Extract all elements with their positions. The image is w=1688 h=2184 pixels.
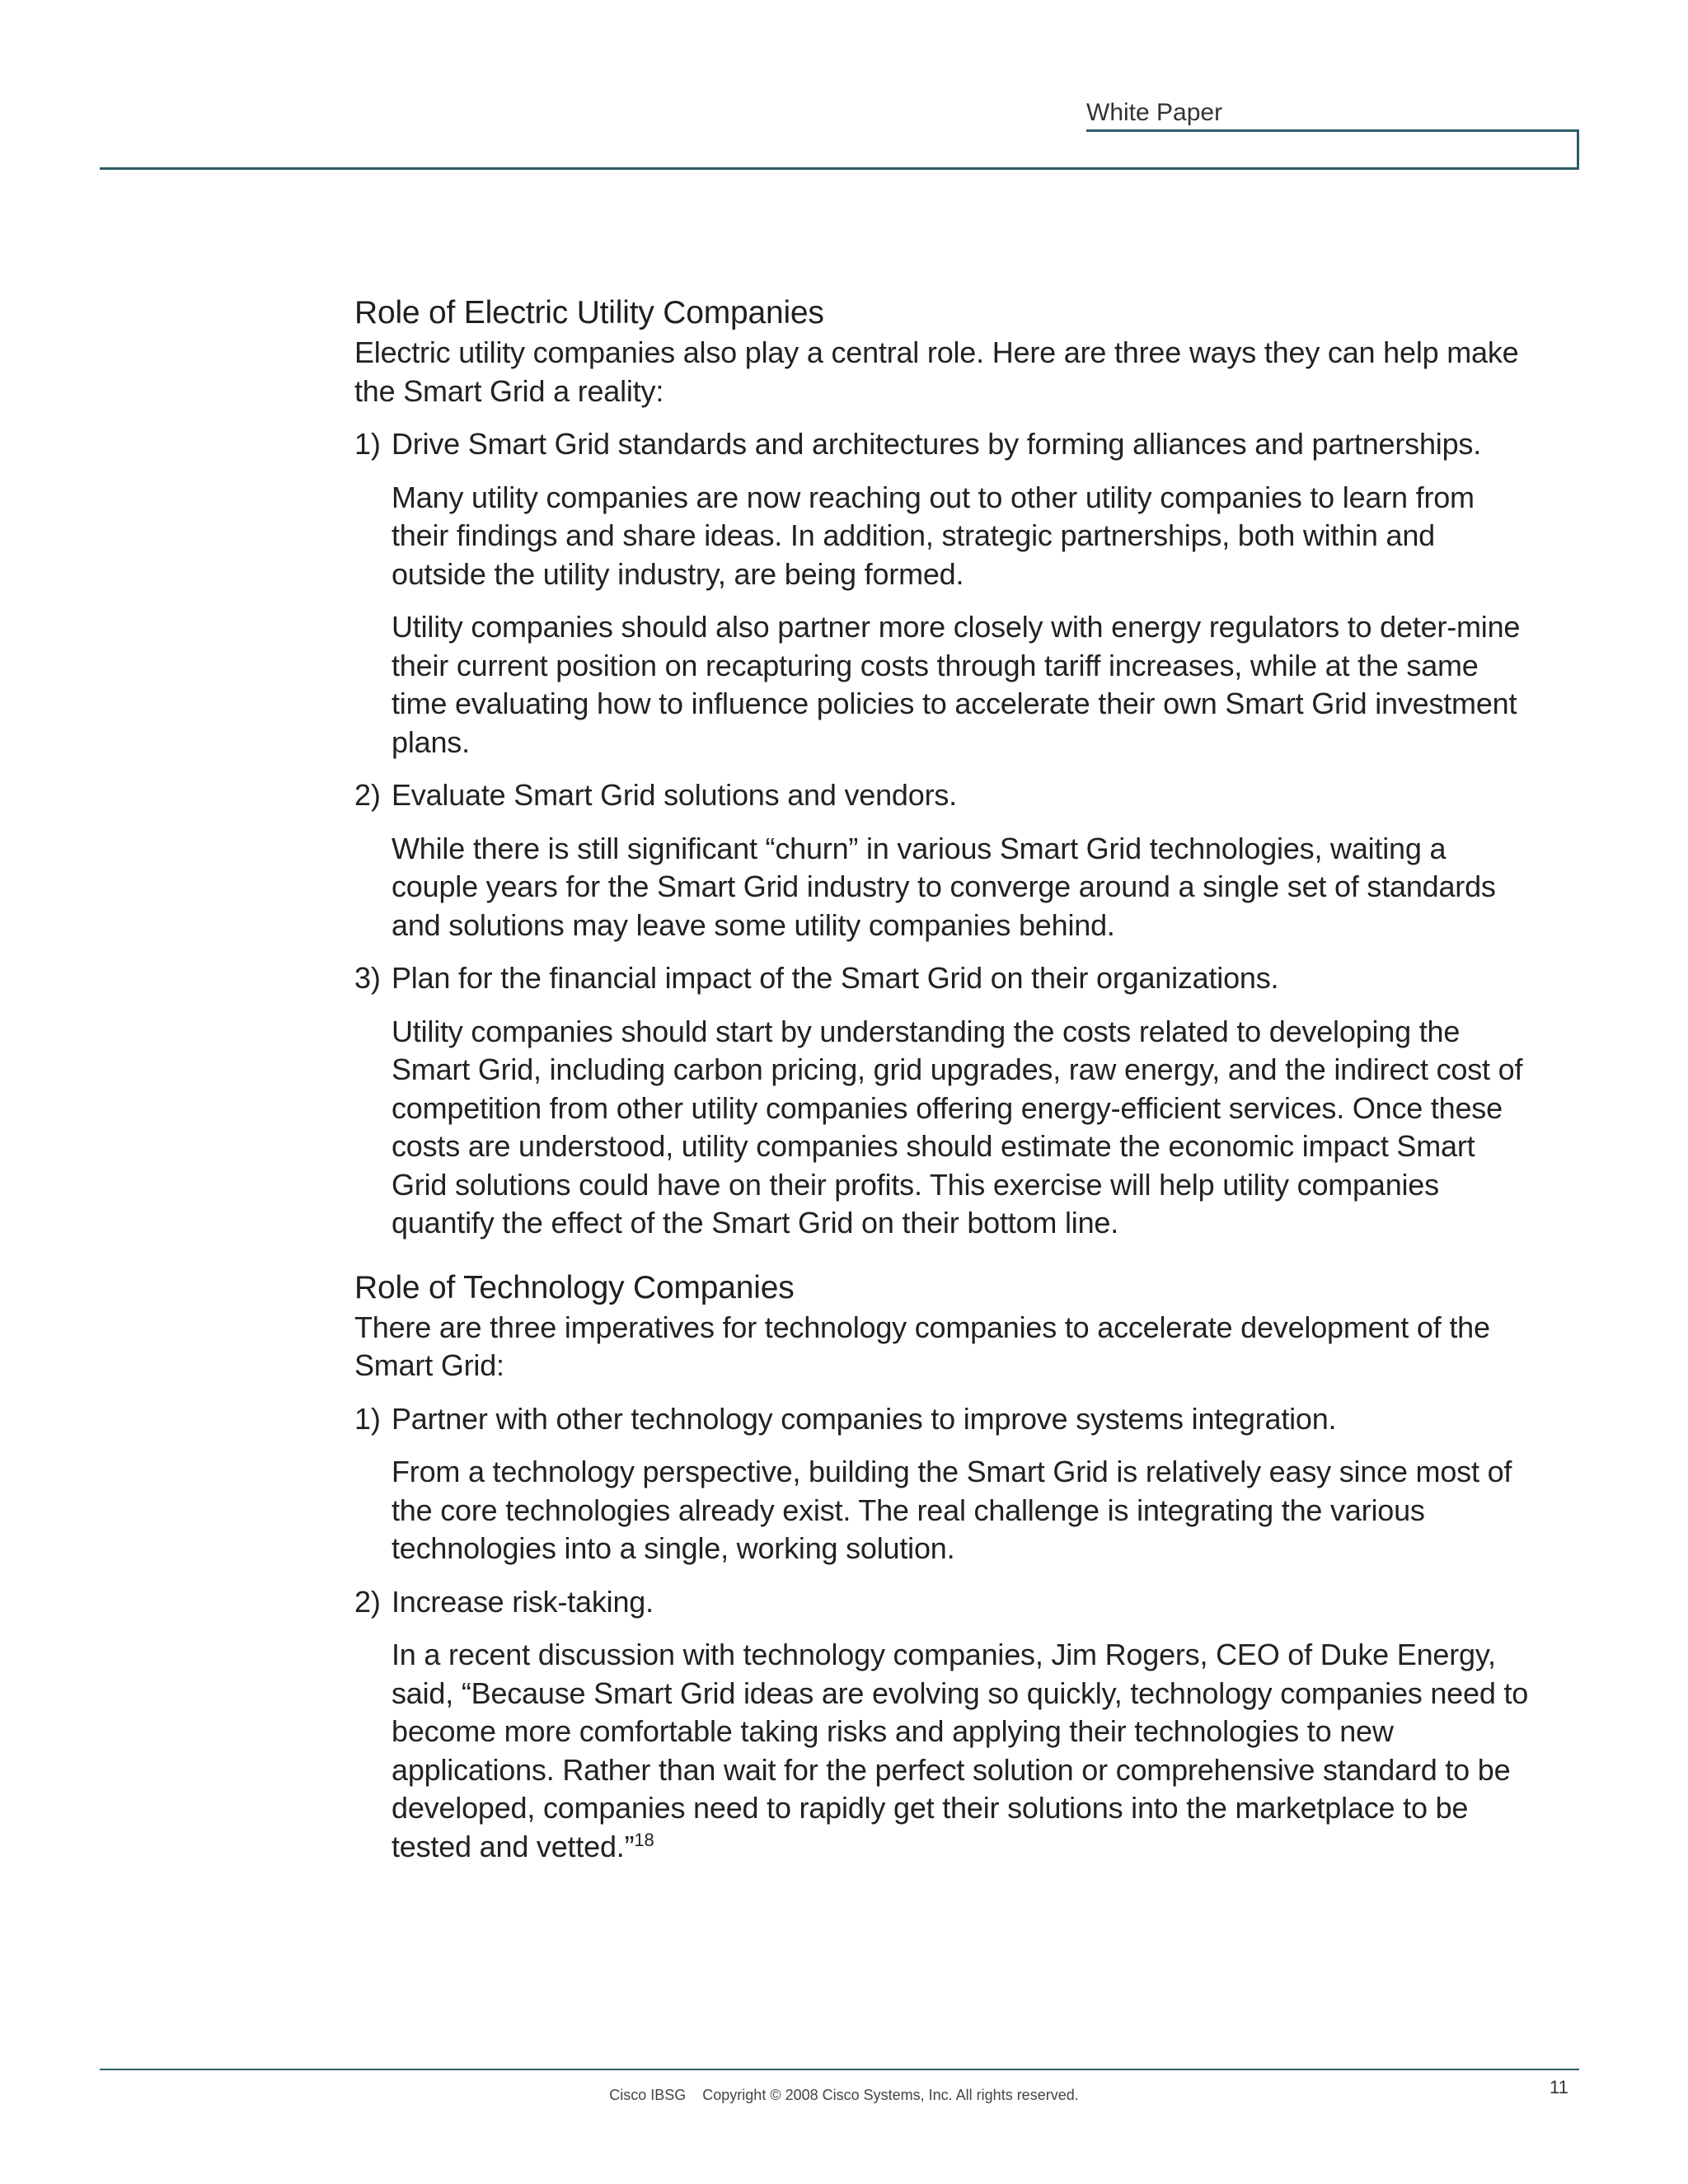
list-item-number: 3) [354,961,381,995]
header-label: White Paper [1086,99,1223,126]
list-item-paragraph: Utility companies should start by understanding the costs related to developing the Smart Grid, including carbon pricing, grid upgrades, raw energy, and the indirect cost of competition from other utility companies offering energy-efficient services. Once these costs are understood, utility companies should estimate the economic impact Smart Grid solutions could have on their profits. This exercise will help utility companies quantify the effect of the Smart Grid on their bottom line. [392,1014,1523,1240]
list-item-title: Drive Smart Grid standards and architectures by forming alliances and partnerships. [392,427,1482,461]
quote-text: In a recent discussion with technology companies, Jim Rogers, CEO of Duke Energy, said, “Because Smart Grid ideas are evolving so quickly, technology companies need to become more comfortable taking risks and applying their technologies to new applications. Rather than wait for the perfect solution or comprehensive standard to be developed, companies need to rapidly get their solutions into the marketplace to be tested and vetted.” [392,1638,1529,1863]
list-item-title: Partner with other technology companies to improve systems integration. [392,1401,1337,1436]
list-item [354,425,1533,464]
footer-org: Cisco IBSG [609,2087,687,2103]
list-item [354,776,1533,815]
footer-rule [100,2069,1579,2070]
list-item-title: Evaluate Smart Grid solutions and vendors. [392,778,957,812]
header-box [1086,129,1579,170]
section-intro-utility: Electric utility companies also play a central role. Here are three ways they can help make the Smart Grid a reality: [354,335,1519,408]
list-item-title: Increase risk-taking. [392,1584,654,1619]
main-content [354,293,1533,1866]
section-heading-utility: Role of Electric Utility Companies [354,295,824,330]
list-item-title: Plan for the financial impact of the Smart Grid on their organizations. [392,961,1279,995]
list-item [354,1583,1533,1622]
list-item [354,959,1533,998]
list-item-paragraph [354,1636,1533,1866]
list-item-paragraph: Utility companies should also partner more closely with energy regulators to deter-mine their current position on recapturing costs through tariff increases, while at the same time evaluating how to influence policies to accelerate their own Smart Grid investment plans. [392,610,1521,759]
section-intro-technology: There are three imperatives for technology companies to accelerate development of the Smart Grid: [354,1310,1490,1382]
footer-copyright: Copyright © 2008 Cisco Systems, Inc. All rights reserved. [702,2087,1079,2103]
list-item-paragraph: From a technology perspective, building the Smart Grid is relatively easy since most of the core technologies already exist. The real challenge is integrating the various technologies into a single, working solution. [392,1455,1512,1565]
footnote-ref[interactable]: 18 [634,1829,654,1850]
list-item-paragraph: While there is still significant “churn” in various Smart Grid technologies, waiting a couple years for the Smart Grid industry to converge around a single set of standards and solutions may leave some utility companies behind. [392,831,1496,942]
section-heading-technology: Role of Technology Companies [354,1269,795,1305]
list-item-number: 1) [354,1401,381,1436]
list-item-number: 1) [354,427,381,461]
list-item [354,1400,1533,1439]
list-item-paragraph: Many utility companies are now reaching out to other utility companies to learn from their findings and share ideas. In addition, strategic partnerships, both within and outside the utility industry, are being formed. [392,480,1475,591]
footer [0,2087,1688,2104]
header-rule [100,167,1579,170]
list-item-number: 2) [354,1584,381,1619]
list-item-number: 2) [354,778,381,812]
section-technology [354,1268,1533,1867]
page-number: 11 [1550,2077,1568,2097]
